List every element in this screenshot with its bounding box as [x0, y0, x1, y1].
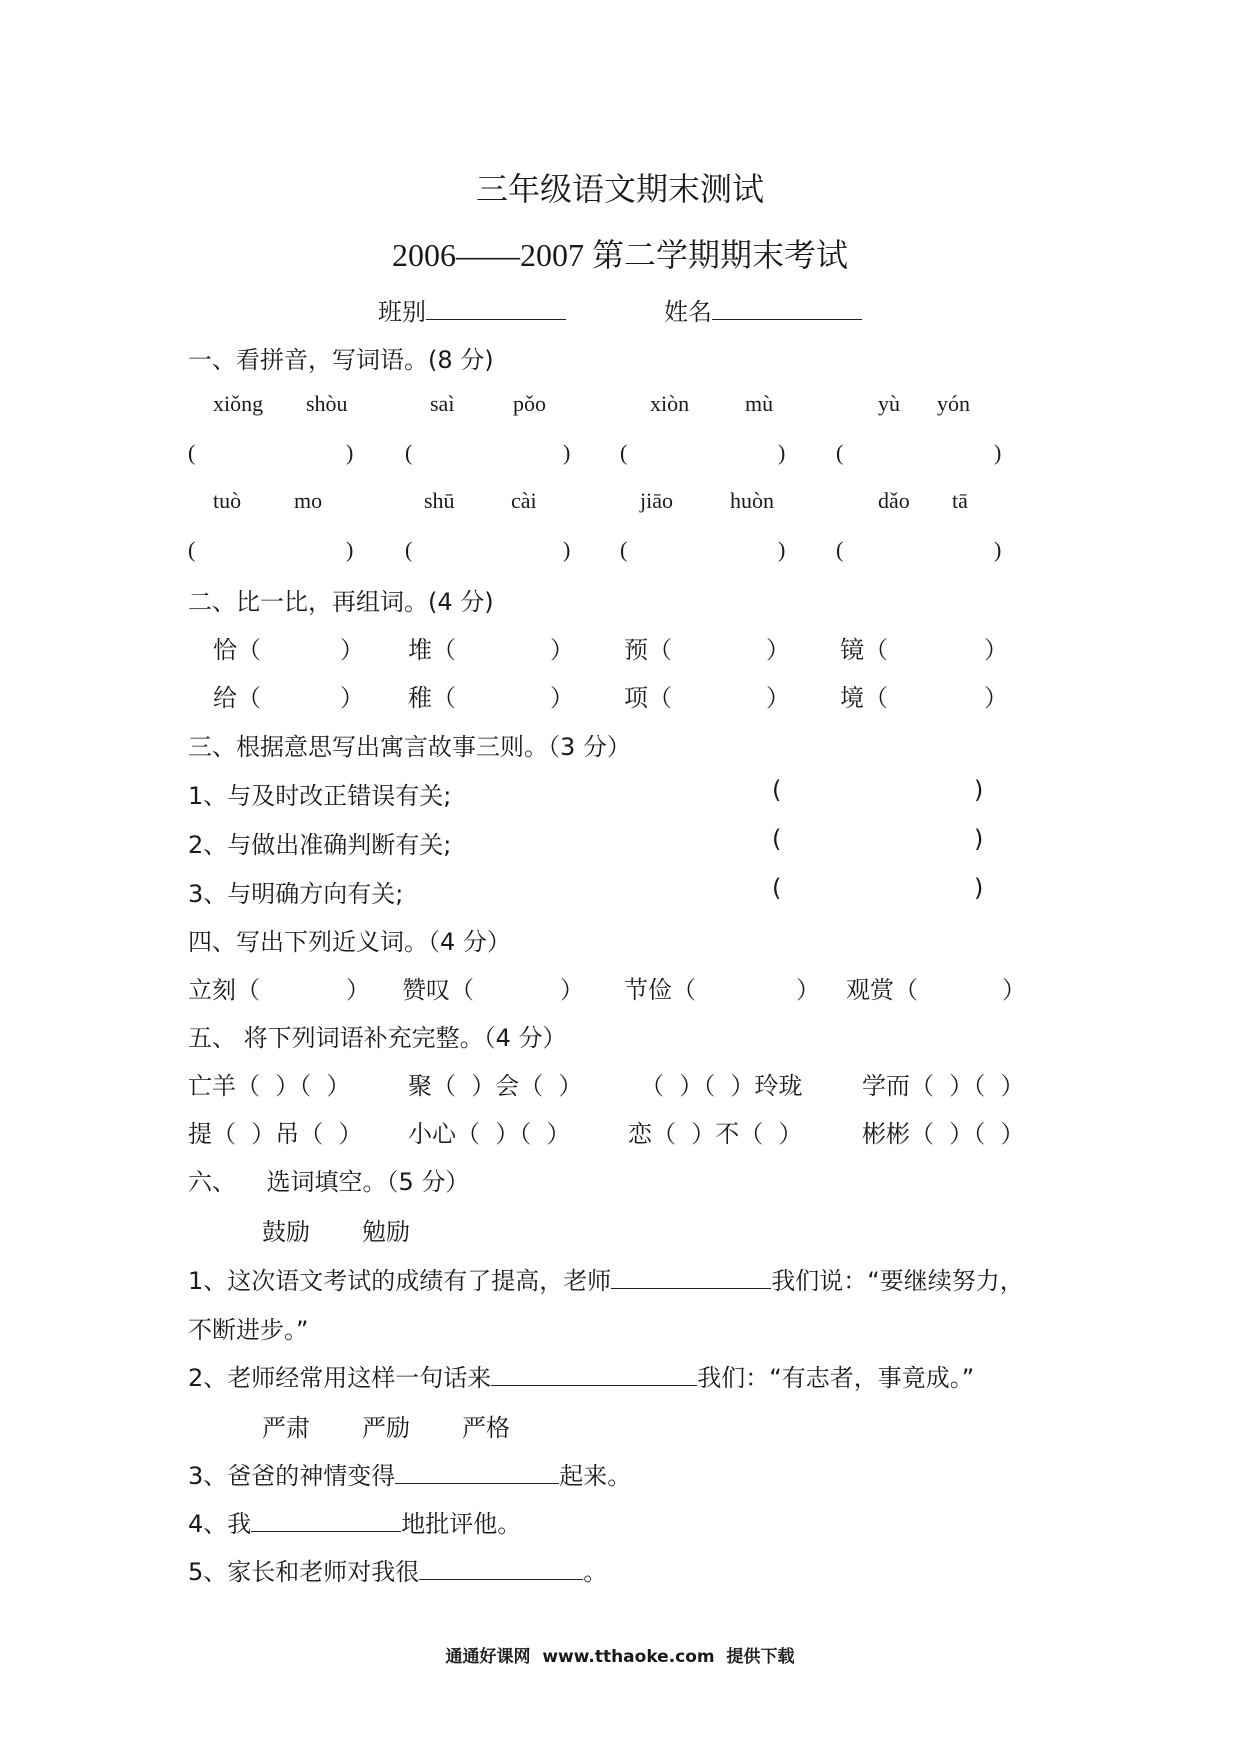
synonym-item: 赞叹（ — [402, 976, 474, 1004]
pinyin: tā — [952, 488, 968, 513]
word-option: 勉励 — [362, 1218, 410, 1246]
paren-open: ( — [836, 440, 844, 465]
synonym-item: 立刻（ — [188, 976, 260, 1004]
q3-item: 3、与明确方向有关; — [188, 880, 404, 908]
paren-close: ) — [778, 537, 786, 562]
class-blank[interactable] — [426, 297, 566, 320]
q5-heading: 五、 将下列词语补充完整。（4 分） — [188, 1024, 567, 1052]
paren-open: ( — [620, 537, 628, 562]
paren-close: ） — [340, 636, 364, 664]
paren-close: ） — [1002, 976, 1026, 1004]
page-title: 三年级语文期末测试 — [475, 170, 764, 208]
pinyin: mù — [745, 391, 774, 416]
pinyin: mo — [294, 488, 323, 513]
sentence-5 — [188, 1552, 607, 1587]
sentence-4 — [188, 1504, 521, 1539]
word-option: 严肃 — [262, 1414, 310, 1442]
paren-open: ( — [836, 537, 844, 562]
paren-close: ) — [974, 874, 984, 902]
sentence-1 — [188, 1261, 1024, 1296]
word-option: 严格 — [462, 1414, 510, 1442]
paren-close: ） — [346, 976, 370, 1004]
pinyin: shū — [424, 488, 455, 513]
paren-close: ） — [766, 636, 790, 664]
name-blank[interactable] — [712, 297, 862, 320]
paren-close: ) — [346, 537, 354, 562]
q1-heading: 一、看拼音，写词语。(8 分) — [188, 346, 494, 374]
paren-close: ) — [974, 825, 984, 853]
pinyin: xiòn — [650, 391, 690, 416]
pinyin: xiǒng — [213, 391, 264, 416]
pinyin: shòu — [306, 391, 348, 416]
sentence-text: 起来。 — [559, 1462, 632, 1490]
compare-item: 预（ — [624, 636, 672, 664]
paren-open: ( — [620, 440, 628, 465]
idiom-item: 亡羊（ ）（ ） — [188, 1072, 351, 1100]
pinyin: dǎo — [878, 488, 910, 513]
page-subtitle: 2006——2007 第二学期期末考试 — [391, 237, 848, 273]
sentence-text: 1、这次语文考试的成绩有了提高，老师 — [188, 1267, 612, 1295]
footer-credit: 通通好课网 www.tthaoke.com 提供下载 — [445, 1647, 795, 1667]
compare-item: 镜（ — [840, 636, 888, 664]
name-label: 姓名 — [664, 298, 712, 326]
paren-open: ( — [772, 874, 782, 902]
compare-item: 恰（ — [213, 636, 261, 664]
pinyin: yù — [878, 391, 900, 416]
fill-blank[interactable] — [611, 1266, 771, 1289]
fill-blank[interactable] — [251, 1509, 401, 1532]
idiom-item: 学而（ ）（ ） — [862, 1072, 1025, 1100]
pinyin: yón — [937, 391, 970, 416]
pinyin: saì — [430, 391, 455, 416]
sentence-text: 。 — [583, 1558, 608, 1586]
class-label: 班别 — [378, 298, 426, 326]
paren-close: ） — [550, 636, 574, 664]
class-field[interactable] — [378, 292, 566, 327]
paren-open: ( — [772, 776, 782, 804]
paren-close: ) — [974, 776, 984, 804]
q6-heading: 六、 选词填空。（5 分） — [188, 1168, 470, 1196]
fill-blank[interactable] — [419, 1557, 583, 1580]
paren-close: ） — [766, 684, 790, 712]
paren-close: ) — [563, 537, 571, 562]
compare-item: 项（ — [624, 684, 672, 712]
paren-open: ( — [405, 440, 413, 465]
sentence-text: 4、我 — [188, 1510, 252, 1538]
sentence-2 — [188, 1358, 974, 1393]
synonym-item: 观赏（ — [846, 976, 918, 1004]
q3-heading: 三、根据意思写出寓言故事三则。（3 分） — [188, 733, 631, 761]
paren-close: ） — [796, 976, 820, 1004]
idiom-item: 聚（ ）会（ ） — [408, 1072, 583, 1100]
paren-close: ) — [994, 537, 1002, 562]
synonym-item: 节俭（ — [624, 976, 696, 1004]
compare-item: 稚（ — [408, 684, 456, 712]
name-field[interactable] — [664, 292, 862, 327]
word-option: 严励 — [362, 1414, 410, 1442]
paren-close: ) — [346, 440, 354, 465]
idiom-item: 提（ ）吊（ ） — [188, 1120, 363, 1148]
compare-item: 给（ — [213, 684, 261, 712]
pinyin: tuò — [213, 488, 242, 513]
paren-close: ) — [563, 440, 571, 465]
paren-open: ( — [188, 440, 196, 465]
sentence-text: 3、爸爸的神情变得 — [188, 1462, 396, 1490]
sentence-text: 我们：“有志者，事竟成。” — [697, 1364, 975, 1392]
sentence-1-cont: 不断进步。” — [188, 1316, 309, 1344]
compare-item: 堆（ — [408, 636, 456, 664]
q3-item: 1、与及时改正错误有关; — [188, 782, 452, 810]
idiom-item: 彬彬（ ）（ ） — [862, 1120, 1025, 1148]
paren-close: ) — [994, 440, 1002, 465]
sentence-text: 2、老师经常用这样一句话来 — [188, 1364, 492, 1392]
sentence-text: 5、家长和老师对我很 — [188, 1558, 420, 1586]
paren-close: ) — [778, 440, 786, 465]
idiom-item: 恋（ ）不（ ） — [628, 1120, 803, 1148]
fill-blank[interactable] — [491, 1363, 697, 1386]
q4-heading: 四、写出下列近义词。（4 分） — [188, 928, 511, 956]
q2-heading: 二、比一比，再组词。(4 分) — [188, 588, 494, 616]
sentence-3 — [188, 1456, 631, 1491]
pinyin: huòn — [730, 488, 774, 513]
pinyin: pǒo — [513, 391, 546, 416]
sentence-text: 我们说：“要继续努力， — [771, 1267, 1024, 1295]
paren-open: ( — [405, 537, 413, 562]
pinyin: jiāo — [640, 488, 673, 513]
paren-open: ( — [772, 825, 782, 853]
paren-close: ） — [984, 636, 1008, 664]
paren-open: ( — [188, 537, 196, 562]
paren-close: ） — [560, 976, 584, 1004]
paren-close: ） — [550, 684, 574, 712]
paren-close: ） — [340, 684, 364, 712]
fill-blank[interactable] — [395, 1461, 559, 1484]
sentence-text: 地批评他。 — [401, 1510, 522, 1538]
q3-item: 2、与做出准确判断有关; — [188, 831, 452, 859]
paren-close: ） — [984, 684, 1008, 712]
word-option: 鼓励 — [262, 1218, 310, 1246]
idiom-item: 小心（ ）（ ） — [408, 1120, 571, 1148]
compare-item: 境（ — [840, 684, 888, 712]
idiom-item: （ ）（ ）玲珑 — [640, 1072, 803, 1100]
pinyin: cài — [511, 488, 537, 513]
